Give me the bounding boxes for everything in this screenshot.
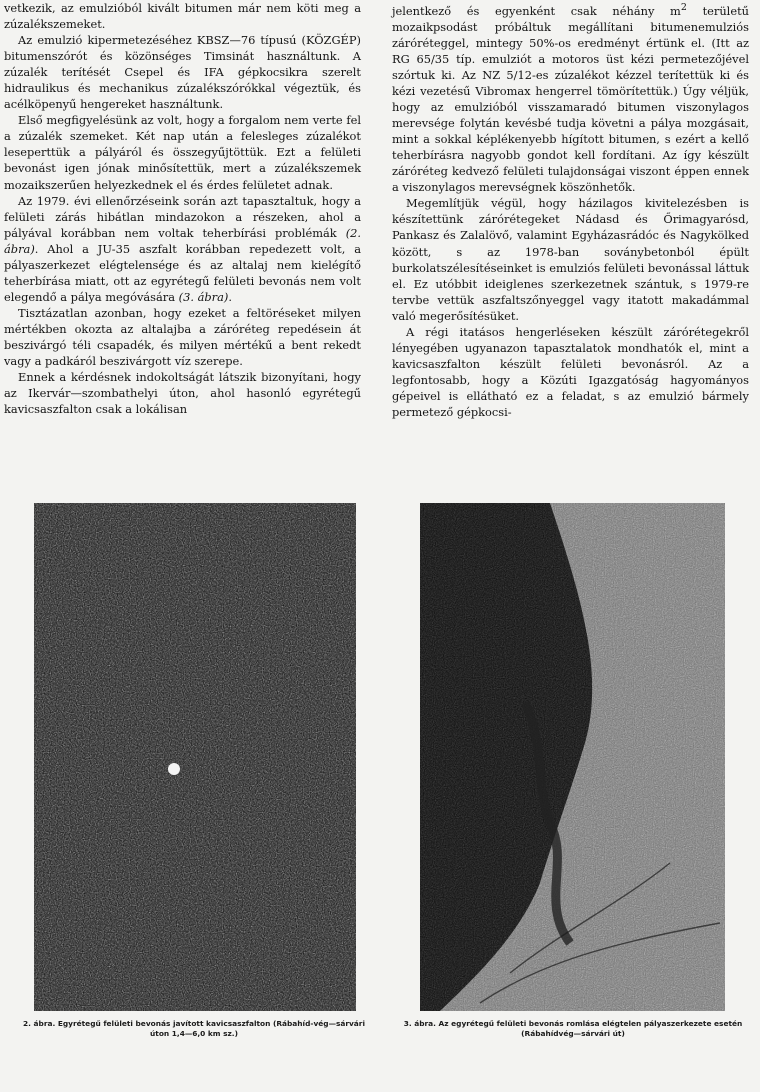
white-marker-dot <box>168 763 180 775</box>
figure-caption: 3. ábra. Az egyrétegű felületi bevonás romlása elégtelen pályaszerkezete esetén (Rábahídvég—sárvári út) <box>403 1019 743 1038</box>
paragraph: Megemlítjük végül, hogy házilagos kivitelezésben is készítettünk zárórétegeket Nádasd és Őrimagyarósd, Pankasz és Zalalövő, valamint Egyházasrádóc és Nagykölked között, s az 1978-ban soványbetonból épült burkolatszélesítéseinket is emulziós felületi bevonással láttuk el. Ez utóbbit ideiglenes szerkezetnek szántuk, s 1979-re tervbe vettük aszfaltszőnyeggel vagy itatott makadámmal való megerősítésüket. <box>392 196 749 323</box>
paragraph: vetkezik, az emulzióból kivált bitumen már nem köti meg a zúzalékszemeket. <box>4 1 361 32</box>
paragraph-text: . <box>228 289 232 304</box>
paragraph-text: területű mozaikpsodást próbáltuk megállítani bitumenemulziós záróréteggel, mintegy 50%-os eredményt értünk el. (Itt az RG 65/35 típ. emulziót a motoros üst kézi permetezőjével szórtuk ki. Az NZ 5/12-es zúzalékot kézzel terítettük ki és kézi vezetésű Vibromax hengerrel tömörítettük.) Úgy véljük, hogy az emulzióból visszamaradó bitumen viszonylagos merevsége folytán kevésbé tudja követni a pálya mozgásait, mint a sokkal képlékenyebb hígított bitumen, s ezért a kellő teherbírásra nagyobb gondot kell fordítani. Az így készült záróréteg kedvező felületi tulajdonságai viszont éppen ennek a viszonylagos merevségnek köszönhetők. <box>392 3 749 195</box>
left-text-column <box>4 0 361 417</box>
figure-caption: 2. ábra. Egyrétegű felületi bevonás javított kavicsaszfalton (Rábahíd-vég—sárvári úton 1,4—6,0 km sz.) <box>23 1019 365 1038</box>
paragraph-text: jelentkező és egyenként csak néhány m <box>392 3 681 18</box>
figure-reference: (3. ábra) <box>178 289 229 304</box>
road-surface-photo <box>34 503 356 1011</box>
paragraph: A régi itatásos hengerléseken készült zárórétegekről lényegében ugyanazon tapasztalatok mondhatók el, mint a kavicsaszfalton készült felületi bevonásról. Az a legfontosabb, hogy a Közúti Igazgatóság hagyományos gépeivel is ellátható ez a feladat, s az emulzió bármely permetező gépkocsi- <box>392 324 749 419</box>
right-text-column <box>392 0 749 420</box>
paragraph: Első megfigyelésünk az volt, hogy a forgalom nem verte fel a zúzalék szemeket. Két nap után a felesleges zúzalékot leseperttük a pályáról és összegyűjtöttük. Ezt a felületi bevonást igen jónak minősítettük, mert a zúzalékszemek mozaikszerűen helyezkednek el és érdes felületet adnak. <box>4 113 361 192</box>
paragraph-text: . Ahol a JU-35 aszfalt korábban repedezett volt, a pályaszerkezet elégtelensége és az altalaj nem kielégítő teherbírása miatt, ott az egyrétegű felületi bevonás nem volt elegendő a pálya megóvására <box>4 241 361 304</box>
paragraph: Az emulzió kipermetezéséhez KBSZ—76 típusú (KÖZGÉP) bitumenszórót és közönséges Timsinát használtunk. A zúzalék terítését Csepel és IFA gépkocsikra szerelt hidraulikus és mechanikus zúzalékszórókkal végeztük, és acélköpenyű hengereket használtunk. <box>4 33 361 112</box>
paragraph <box>4 193 361 305</box>
paragraph: Ennek a kérdésnek indokoltságát látszik bizonyítani, hogy az Ikervár—szombathelyi úton, ahol hasonló egyrétegű kavicsaszfalton csak a lokálisan <box>4 370 361 417</box>
paragraph-text: Az 1979. évi ellenőrzéseink során azt tapasztaltuk, hogy a felületi zárás hibátlan mindazokon a részeken, ahol a pályával korábban nem voltak teherbírási problémák <box>4 193 361 240</box>
superscript: 2 <box>680 2 687 13</box>
damaged-road-photo <box>420 503 725 1011</box>
paragraph <box>392 0 749 195</box>
gravel-texture-image <box>34 503 356 1011</box>
cracked-surface-image <box>420 503 725 1011</box>
paragraph: Tisztázatlan azonban, hogy ezeket a feltöréseket milyen mértékben okozta az altalajba a záróréteg repedésein át beszivárgó téli csapadék, és milyen mértékű a bent rekedt vagy a padkáról beszivárgott víz szerepe. <box>4 305 361 369</box>
figure-reference: (2. ábra) <box>4 225 361 256</box>
